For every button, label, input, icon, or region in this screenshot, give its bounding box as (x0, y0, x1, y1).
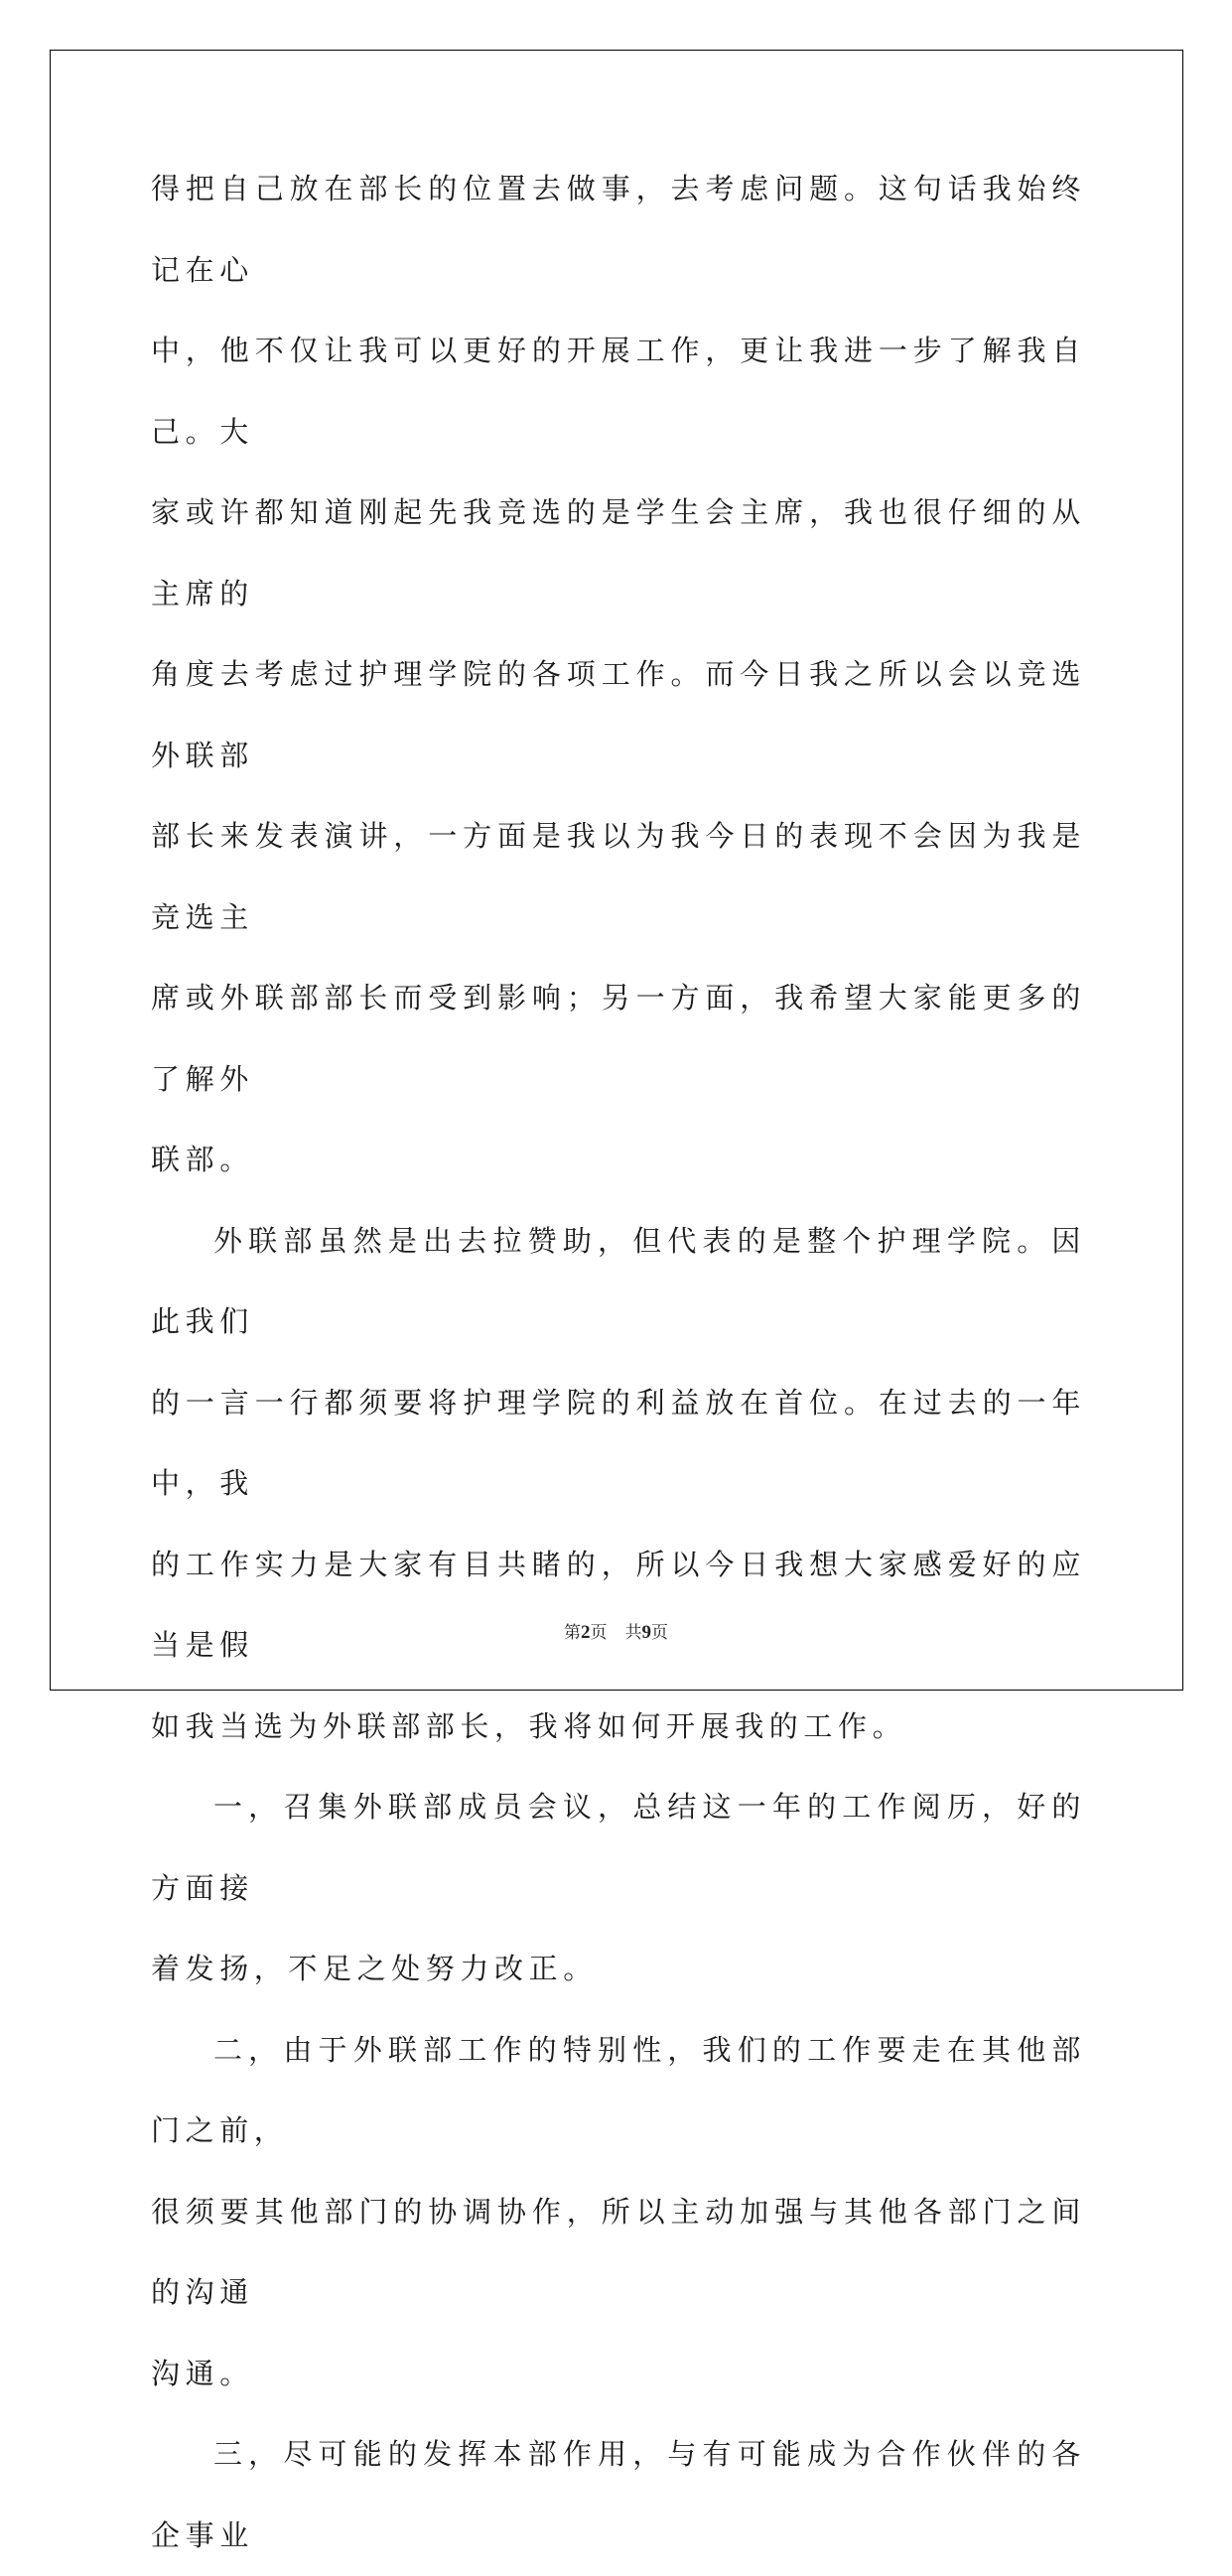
paragraph-line: 一，召集外联部成员会议，总结这一年的工作阅历，好的方面接 (151, 1790, 1086, 1905)
paragraph-line: 外联部虽然是出去拉赞助，但代表的是整个护理学院。因此我们 (151, 1223, 1086, 1338)
paragraph-1 (151, 149, 1086, 1201)
document-body (151, 149, 1086, 2576)
paragraph-line: 中，他不仅让我可以更好的开展工作，更让我进一步了解我自己。大 (151, 334, 1086, 449)
page-total: 9 (641, 1622, 651, 1643)
paragraph-line: 席或外联部部长而受到影响；另一方面，我希望大家能更多的了解外 (151, 981, 1086, 1096)
paragraph-line: 角度去考虑过护理学院的各项工作。而今日我之所以会以竞选外联部 (151, 657, 1086, 772)
page-footer (0, 1618, 1232, 1644)
paragraph-line: 部长来发表演讲，一方面是我以为我今日的表现不会因为我是竞选主 (151, 819, 1086, 934)
paragraph-4 (151, 2010, 1086, 2415)
total-prefix: 共 (624, 1623, 642, 1643)
page-prefix: 第 (564, 1623, 581, 1643)
page-suffix: 页 (590, 1623, 608, 1643)
total-suffix: 页 (651, 1623, 668, 1643)
paragraph-line: 很须要其他部门的协调协作，所以主动加强与其他各部门之间的沟通 (151, 2194, 1086, 2309)
paragraph-2 (151, 1201, 1086, 1768)
paragraph-line: 如我当选为外联部部长，我将如何开展我的工作。 (151, 1708, 907, 1743)
paragraph-line: 的一言一行都须要将护理学院的利益放在首位。在过去的一年中，我 (151, 1385, 1086, 1500)
paragraph-line: 家或许都知道刚起先我竞选的是学生会主席，我也很仔细的从主席的 (151, 495, 1086, 610)
paragraph-line: 的工作实力是大家有目共睹的，所以今日我想大家感爱好的应当是假 (151, 1547, 1086, 1662)
paragraph-line: 得把自己放在部长的位置去做事，去考虑问题。这句话我始终记在心 (151, 172, 1086, 287)
paragraph-line: 沟通。 (151, 2356, 254, 2390)
paragraph-line: 二，由于外联部工作的特别性，我们的工作要走在其他部门之前， (151, 2032, 1086, 2147)
paragraph-line: 联部。 (151, 1143, 254, 1176)
paragraph-line: 三，尽可能的发挥本部作用，与有可能成为合作伙伴的各企事业 (151, 2437, 1086, 2552)
paragraph-line: 着发扬，不足之处努力改正。 (151, 1952, 598, 1985)
page-current: 2 (581, 1622, 591, 1643)
paragraph-3 (151, 1767, 1086, 2010)
paragraph-5 (151, 2414, 1086, 2576)
